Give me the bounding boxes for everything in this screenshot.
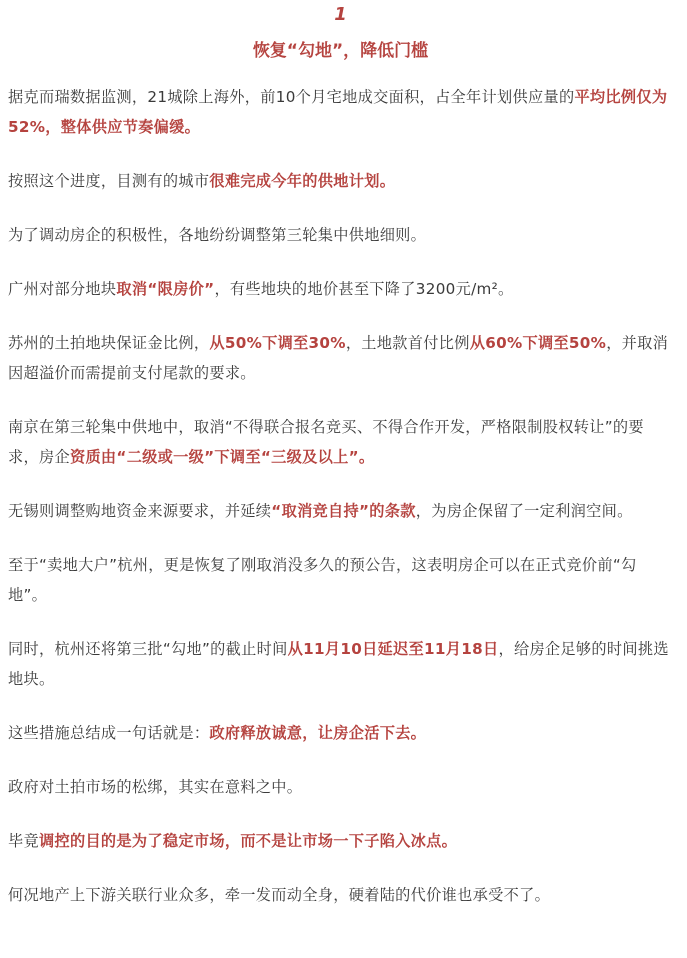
highlighted-text: “取消竞自持”的条款 (271, 502, 416, 520)
paragraph-text: 政府对土拍市场的松绑，其实在意料之中。 (8, 778, 303, 796)
paragraph-text: 广州对部分地块 (8, 280, 117, 298)
paragraph (8, 496, 673, 526)
paragraph-text: 为了调动房企的积极性，各地纷纷调整第三轮集中供地细则。 (8, 226, 427, 244)
highlighted-text: 很难完成今年的供地计划。 (209, 172, 396, 190)
section-number: 1 (334, 4, 347, 25)
paragraph-text: 同时，杭州还将第三批“勾地”的截止时间 (8, 640, 288, 658)
paragraph (8, 328, 673, 388)
paragraph-text: 毕竟 (8, 832, 39, 850)
highlighted-text: 平均比例仅为52%，整体供应节奏偏缓。 (8, 88, 668, 136)
highlighted-text: 从50%下调至30% (209, 334, 346, 352)
paragraph-text: 何况地产上下游关联行业众多，牵一发而动全身，硬着陆的代价谁也承受不了。 (8, 886, 551, 904)
paragraph (8, 772, 673, 802)
highlighted-text: 从60%下调至50% (469, 334, 607, 352)
article-body (8, 82, 673, 910)
paragraph (8, 634, 673, 694)
highlighted-text: 政府释放诚意，让房企活下去。 (209, 724, 427, 742)
paragraph (8, 412, 673, 472)
paragraph (8, 826, 673, 856)
paragraph-text: 无锡则调整购地资金来源要求，并延续 (8, 502, 272, 520)
highlighted-text: 调控的目的是为了稳定市场，而不是让市场一下子陷入冰点。 (38, 832, 458, 850)
paragraph-text: 据克而瑞数据监测，21城除上海外，前10个月宅地成交面积，占全年计划供应量的 (8, 88, 575, 106)
paragraph (8, 82, 673, 142)
paragraph-text: 按照这个进度，目测有的城市 (8, 172, 210, 190)
paragraph-text: 南京在第三轮集中供地中，取消“不得联合报名竞买、不得合作开发，严格限制股权转让”的要求，房企 (8, 418, 644, 466)
paragraph-text: ，土地款首付比例 (345, 334, 470, 352)
paragraph (8, 274, 673, 304)
paragraph-text: ，给房企足够的时间挑选地块。 (8, 640, 669, 688)
paragraph (8, 220, 673, 250)
paragraph (8, 166, 673, 196)
highlighted-text: 从11月10日延迟至11月18日 (287, 640, 499, 658)
highlighted-text: 资质由“二级或一级”下调至“三级及以上”。 (69, 448, 375, 466)
section-title: 恢复“勾地”，降低门槛 (252, 41, 429, 61)
paragraph (8, 550, 673, 610)
paragraph-text: ，并取消因超溢价而需提前支付尾款的要求。 (8, 334, 669, 382)
paragraph (8, 880, 673, 910)
paragraph (8, 718, 673, 748)
paragraph-text: ，为房企保留了一定利润空间。 (415, 502, 633, 520)
paragraph-text: 这些措施总结成一句话就是： (8, 724, 210, 742)
paragraph-text: 苏州的土拍地块保证金比例， (8, 334, 210, 352)
highlighted-text: 取消“限房价” (116, 280, 215, 298)
paragraph-text: 至于“卖地大户”杭州，更是恢复了刚取消没多久的预公告，这表明房企可以在正式竞价前“勾地”。 (8, 556, 637, 604)
paragraph-text: ，有些地块的地价甚至下降了3200元/m²。 (214, 280, 514, 298)
